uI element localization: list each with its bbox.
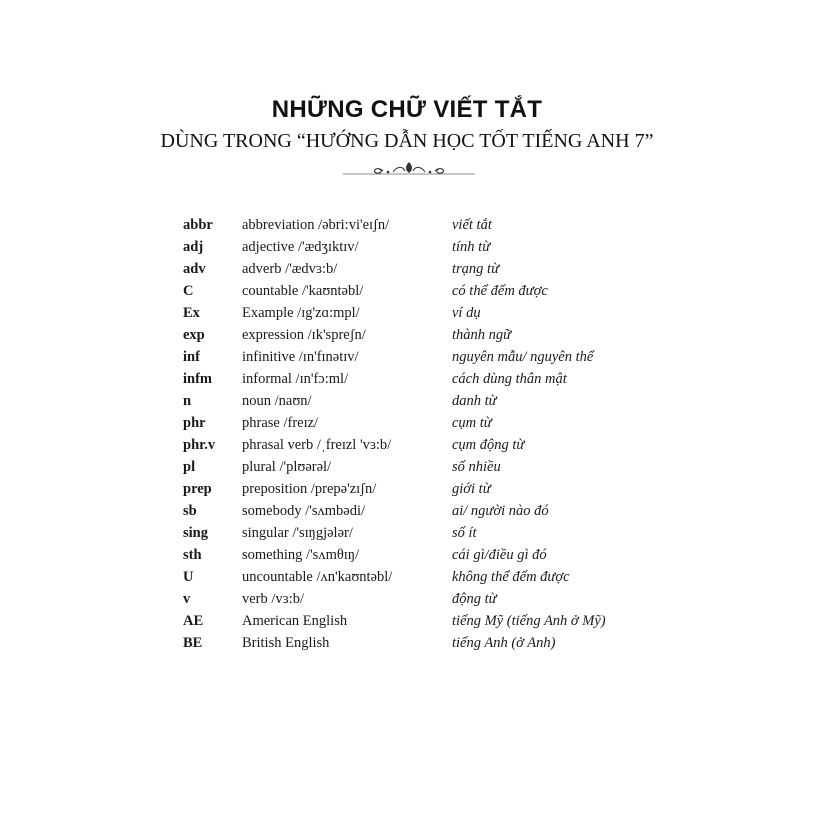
vietnamese-meaning: có thể đếm được [452, 283, 548, 299]
vietnamese-meaning: cụm từ [452, 415, 492, 431]
term-with-pronunciation: British English [242, 635, 330, 651]
abbreviation: AE [183, 613, 204, 629]
term-with-pronunciation: informal /ɪn'fɔ:ml/ [242, 371, 349, 387]
term-with-pronunciation: noun /naʊn/ [242, 393, 312, 409]
list-item [0, 214, 814, 236]
abbreviation: v [183, 591, 191, 607]
list-item [0, 588, 814, 610]
list-item [0, 456, 814, 478]
vietnamese-meaning: danh từ [452, 393, 497, 409]
list-item [0, 478, 814, 500]
abbreviation: C [183, 283, 194, 299]
vietnamese-meaning: không thể đếm được [452, 569, 570, 585]
vietnamese-meaning: tính từ [452, 239, 491, 255]
list-item [0, 302, 814, 324]
term-with-pronunciation: Example /ɪg'zɑ:mpl/ [242, 305, 360, 321]
vietnamese-meaning: tiếng Anh (ở Anh) [452, 635, 556, 651]
vietnamese-meaning: viết tắt [452, 217, 492, 233]
list-item [0, 258, 814, 280]
list-item [0, 368, 814, 390]
abbreviation: adj [183, 239, 204, 255]
vietnamese-meaning: cái gì/điều gì đó [452, 547, 547, 563]
abbreviation: phr [183, 415, 206, 431]
abbreviation: phr.v [183, 437, 216, 453]
list-item [0, 280, 814, 302]
abbreviation: BE [183, 635, 203, 651]
vietnamese-meaning: số nhiều [452, 459, 501, 475]
vietnamese-meaning: ai/ người nào đó [452, 503, 549, 519]
term-with-pronunciation: verb /vɜ:b/ [242, 591, 305, 607]
flourish-divider-icon [343, 160, 475, 178]
abbreviation: prep [183, 481, 212, 497]
term-with-pronunciation: expression /ɪk'spreʃn/ [242, 327, 366, 343]
list-item [0, 324, 814, 346]
list-item [0, 522, 814, 544]
list-item [0, 500, 814, 522]
term-with-pronunciation: adverb /'ædvɜ:b/ [242, 261, 338, 277]
term-with-pronunciation: American English [242, 613, 348, 629]
abbreviation: abbr [183, 217, 213, 233]
list-item [0, 434, 814, 456]
list-item [0, 412, 814, 434]
list-item [0, 346, 814, 368]
term-with-pronunciation: abbreviation /əbri:vi'eɪʃn/ [242, 217, 390, 233]
abbreviation: inf [183, 349, 200, 365]
vietnamese-meaning: cụm động từ [452, 437, 525, 453]
abbreviation-list [0, 214, 814, 654]
term-with-pronunciation: infinitive /ɪn'fɪnətɪv/ [242, 349, 359, 365]
vietnamese-meaning: nguyên mẫu/ nguyên thể [452, 349, 594, 365]
abbreviation: U [183, 569, 194, 585]
term-with-pronunciation: phrasal verb /ˌfreɪzl 'vɜ:b/ [242, 437, 392, 453]
term-with-pronunciation: uncountable /ʌn'kaʊntəbl/ [242, 569, 393, 585]
term-with-pronunciation: something /'sʌmθɪŋ/ [242, 547, 360, 563]
abbreviation: adv [183, 261, 206, 277]
abbreviation: Ex [183, 305, 200, 321]
vietnamese-meaning: số ít [452, 525, 477, 541]
list-item [0, 632, 814, 654]
abbreviation: exp [183, 327, 205, 343]
abbreviation: sb [183, 503, 197, 519]
vietnamese-meaning: tiếng Mỹ (tiếng Anh ở Mỹ) [452, 613, 606, 629]
list-item [0, 236, 814, 258]
term-with-pronunciation: countable /'kaʊntəbl/ [242, 283, 364, 299]
term-with-pronunciation: adjective /'ædʒɪktɪv/ [242, 239, 359, 255]
vietnamese-meaning: trạng từ [452, 261, 499, 277]
list-item [0, 610, 814, 632]
abbreviation: infm [183, 371, 212, 387]
vietnamese-meaning: động từ [452, 591, 497, 607]
term-with-pronunciation: phrase /freɪz/ [242, 415, 319, 431]
abbreviation: n [183, 393, 192, 409]
list-item [0, 544, 814, 566]
page-subtitle: DÙNG TRONG “HƯỚNG DẪN HỌC TỐT TIẾNG ANH 7” [160, 130, 654, 152]
term-with-pronunciation: somebody /'sʌmbədi/ [242, 503, 366, 519]
abbreviation: sth [183, 547, 202, 563]
abbreviation: pl [183, 459, 196, 475]
term-with-pronunciation: singular /'sɪŋgjələr/ [242, 525, 353, 541]
vietnamese-meaning: thành ngữ [452, 327, 512, 343]
list-item [0, 390, 814, 412]
list-item [0, 566, 814, 588]
vietnamese-meaning: ví dụ [452, 305, 481, 321]
abbreviation: sing [183, 525, 208, 541]
term-with-pronunciation: preposition /prepə'zɪʃn/ [242, 481, 377, 497]
vietnamese-meaning: giới từ [452, 481, 491, 497]
term-with-pronunciation: plural /'plʊərəl/ [242, 459, 332, 475]
page-title: NHỮNG CHỮ VIẾT TẮT [271, 96, 543, 123]
vietnamese-meaning: cách dùng thân mật [452, 371, 567, 387]
